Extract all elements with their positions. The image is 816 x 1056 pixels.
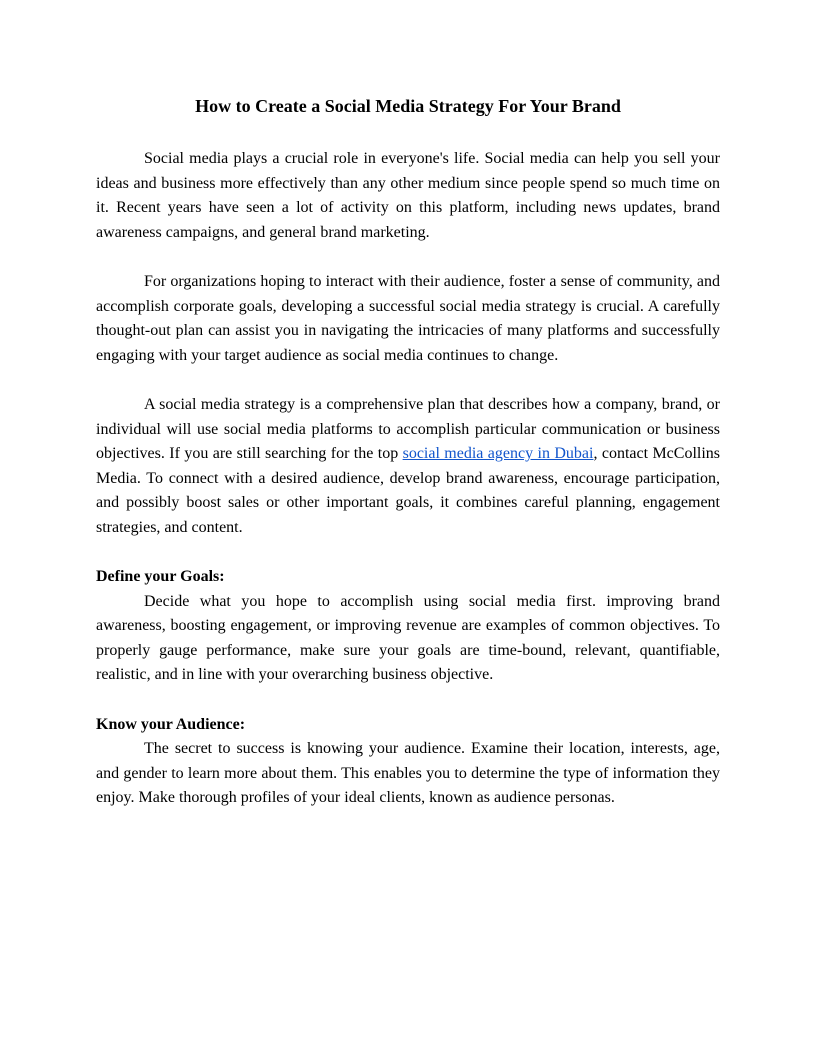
section-body-goals: Decide what you hope to accomplish using social media first. improving brand awareness, boosting engagement, or improving revenue are examples of common objectives. To properly gauge performance, make sure your goals are time-bound, relevant, quantifiable, realistic, and in line with your overarching business objective. <box>96 592 720 684</box>
section-heading-goals: Define your Goals: <box>96 568 225 586</box>
strategy-paragraph <box>96 393 720 541</box>
strategy-text-before-link: A social media strategy is a comprehensive plan that describes how a company, brand, or individual will use social media platforms to accomplish particular communication or business objectives. If you are still searching for the top <box>96 395 720 463</box>
section-body-audience: The secret to success is knowing your audience. Examine their location, interests, age, and gender to learn more about them. This enables you to determine the type of information they enjoy. Make thorough profiles of your ideal clients, known as audience personas. <box>96 740 720 807</box>
strategy-text-after-link: , contact McCollins Media. To connect with a desired audience, develop brand awareness, encourage participation, and possibly boost sales or other important goals, it combines careful planning, engagement strategies, and content. <box>96 445 721 536</box>
document-title: How to Create a Social Media Strategy For Your Brand <box>195 96 621 116</box>
section-heading-audience: Know your Audience: <box>96 715 246 733</box>
intro-paragraph-1: Social media plays a crucial role in everyone's life. Social media can help you sell your ideas and business more effectively than any other medium since people spend so much time on it. Recent years have seen a lot of activity on this platform, including news updates, brand awareness campaigns, and general brand marketing. <box>96 150 720 241</box>
agency-link[interactable]: social media agency in Dubai <box>402 445 594 463</box>
intro-paragraph-2: For organizations hoping to interact with their audience, foster a sense of community, and accomplish corporate goals, developing a successful social media strategy is crucial. A carefully thought-out plan can assist you in navigating the intricacies of many platforms and successfully engaging with your target audience as social media continues to change. <box>96 272 720 364</box>
